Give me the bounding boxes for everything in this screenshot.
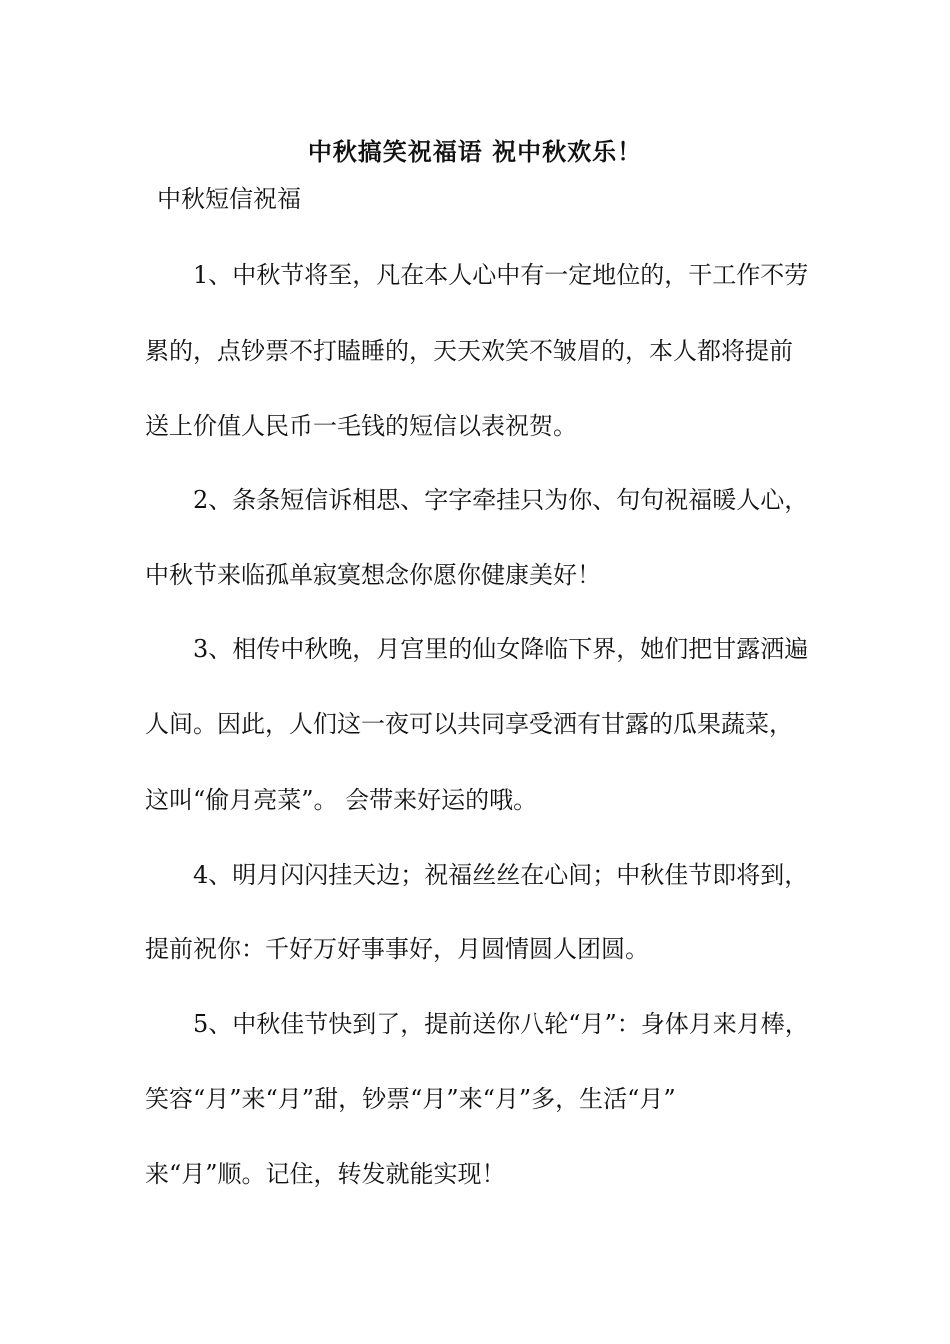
paragraph-4-line-2: 提前祝你：千好万好事事好，月圆情圆人团圆。 bbox=[145, 935, 649, 963]
paragraph-3-line-1: 3、相传中秋晚，月宫里的仙女降临下界，她们把甘露洒遍 bbox=[193, 635, 809, 663]
paragraph-3-line-3: 这叫“偷月亮菜”。 会带来好运的哦。 bbox=[145, 786, 538, 814]
document-title: 中秋搞笑祝福语 祝中秋欢乐！ bbox=[307, 137, 643, 166]
paragraph-3-line-2: 人间。因此，人们这一夜可以共同享受洒有甘露的瓜果蔬菜， bbox=[145, 710, 793, 738]
document-subtitle: 中秋短信祝福 bbox=[157, 185, 301, 213]
paragraph-2-line-2: 中秋节来临孤单寂寞想念你愿你健康美好！ bbox=[145, 561, 601, 589]
paragraph-1-line-1: 1、中秋节将至，凡在本人心中有一定地位的，干工作不劳 bbox=[193, 261, 809, 289]
paragraph-2-line-1: 2、条条短信诉相思、字字牵挂只为你、句句祝福暖人心， bbox=[193, 486, 809, 514]
paragraph-5-line-3: 来“月”顺。记住，转发就能实现！ bbox=[145, 1160, 506, 1188]
paragraph-5-line-2: 笑容“月”来“月”甜，钞票“月”来“月”多，生活“月” bbox=[145, 1085, 676, 1113]
paragraph-5-line-1: 5、中秋佳节快到了，提前送你八轮“月”：身体月来月棒， bbox=[193, 1010, 809, 1038]
paragraph-1-line-2: 累的，点钞票不打瞌睡的，天天欢笑不皱眉的，本人都将提前 bbox=[145, 337, 793, 365]
paragraph-1-line-3: 送上价值人民币一毛钱的短信以表祝贺。 bbox=[145, 412, 577, 440]
paragraph-4-line-1: 4、明月闪闪挂天边；祝福丝丝在心间；中秋佳节即将到， bbox=[193, 861, 809, 889]
